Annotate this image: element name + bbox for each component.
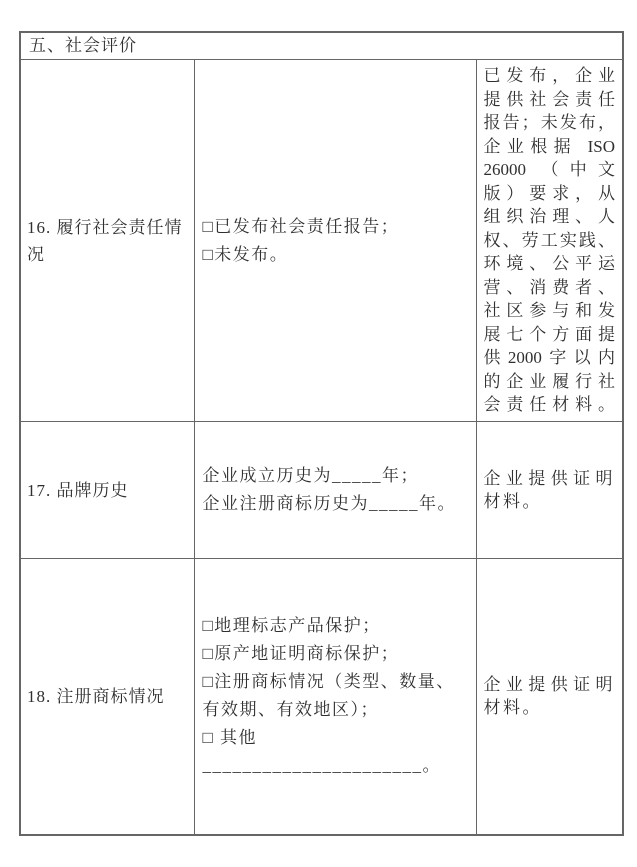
checkbox-option-list [203,213,468,269]
criteria-cell [194,559,476,835]
text-line: 提供社会责任 [483,89,615,109]
checkbox-icon[interactable]: □ [202,728,215,748]
option-label: 地理标志产品保护； [214,616,381,636]
text-line: 权、劳工实践、 [483,230,615,250]
table-row-16-social-responsibility [20,60,623,422]
table-row-17-brand-history [20,422,623,559]
materials-text: 企业提供证明材料。 [483,468,615,511]
text-line: 组织治理、人 [483,207,615,226]
checkbox-option [203,241,468,269]
fill-in-blank-lines [203,462,468,518]
text-line: 企业注册商标历史为_____年。 [202,494,456,513]
text-line: 报告；未发布， [483,113,615,132]
checkbox-option-list [203,612,468,780]
option-label: 注册商标情况（类型、数量、有效期、有效地区）； [202,672,455,720]
checkbox-icon[interactable]: □ [202,644,215,664]
checkbox-icon[interactable]: □ [202,216,215,236]
checkbox-icon[interactable]: □ [202,616,215,636]
checkbox-option [203,668,468,724]
row-label-cell [20,60,194,422]
materials-cell [476,60,623,422]
text-line: 会责任材料。 [483,395,615,414]
row-label-cell [20,422,194,559]
materials-cell [476,559,623,835]
option-label: 其他______________________。 [202,728,441,776]
text-line: 版）要求，从 [483,183,615,203]
text-line: 环境、公平运 [483,254,615,273]
text-line: 已发布，企业 [483,66,615,85]
text-line: 社区参与和发 [483,301,615,320]
checkbox-icon[interactable]: □ [202,244,215,264]
table-row-18-registered-trademark [20,559,623,835]
checkbox-option [203,612,468,640]
option-label: 已发布社会责任报告； [214,216,400,236]
row-label: 18. 注册商标情况 [27,686,165,706]
text-line: 营、消费者、 [483,277,615,297]
option-label: 未发布。 [214,244,289,264]
checkbox-option [203,724,468,780]
criteria-cell [194,60,476,422]
option-label: 原产地证明商标保护； [214,644,400,664]
checkbox-icon[interactable]: □ [202,672,215,692]
materials-text [484,64,616,417]
text-line: 供2000字以内 [483,348,615,367]
text-line: 的企业履行社 [483,371,615,391]
materials-cell [476,422,623,559]
row-label-cell [20,559,194,835]
text-line: 26000 （中文 [483,160,615,179]
row-label: 17. 品牌历史 [27,480,129,500]
checkbox-option [203,640,468,668]
criteria-cell [194,422,476,559]
text-line: 企业根据 ISO [483,136,615,156]
social-evaluation-table [19,31,624,836]
row-label: 16. 履行社会责任情况 [27,217,183,264]
text-line: 企业成立历史为_____年； [202,466,419,485]
section-header-row [20,32,623,60]
materials-text: 企业提供证明材料。 [483,674,615,718]
checkbox-option [203,213,468,241]
section-header: 五、社会评价 [20,32,623,60]
text-line: 展七个方面提 [483,324,615,344]
